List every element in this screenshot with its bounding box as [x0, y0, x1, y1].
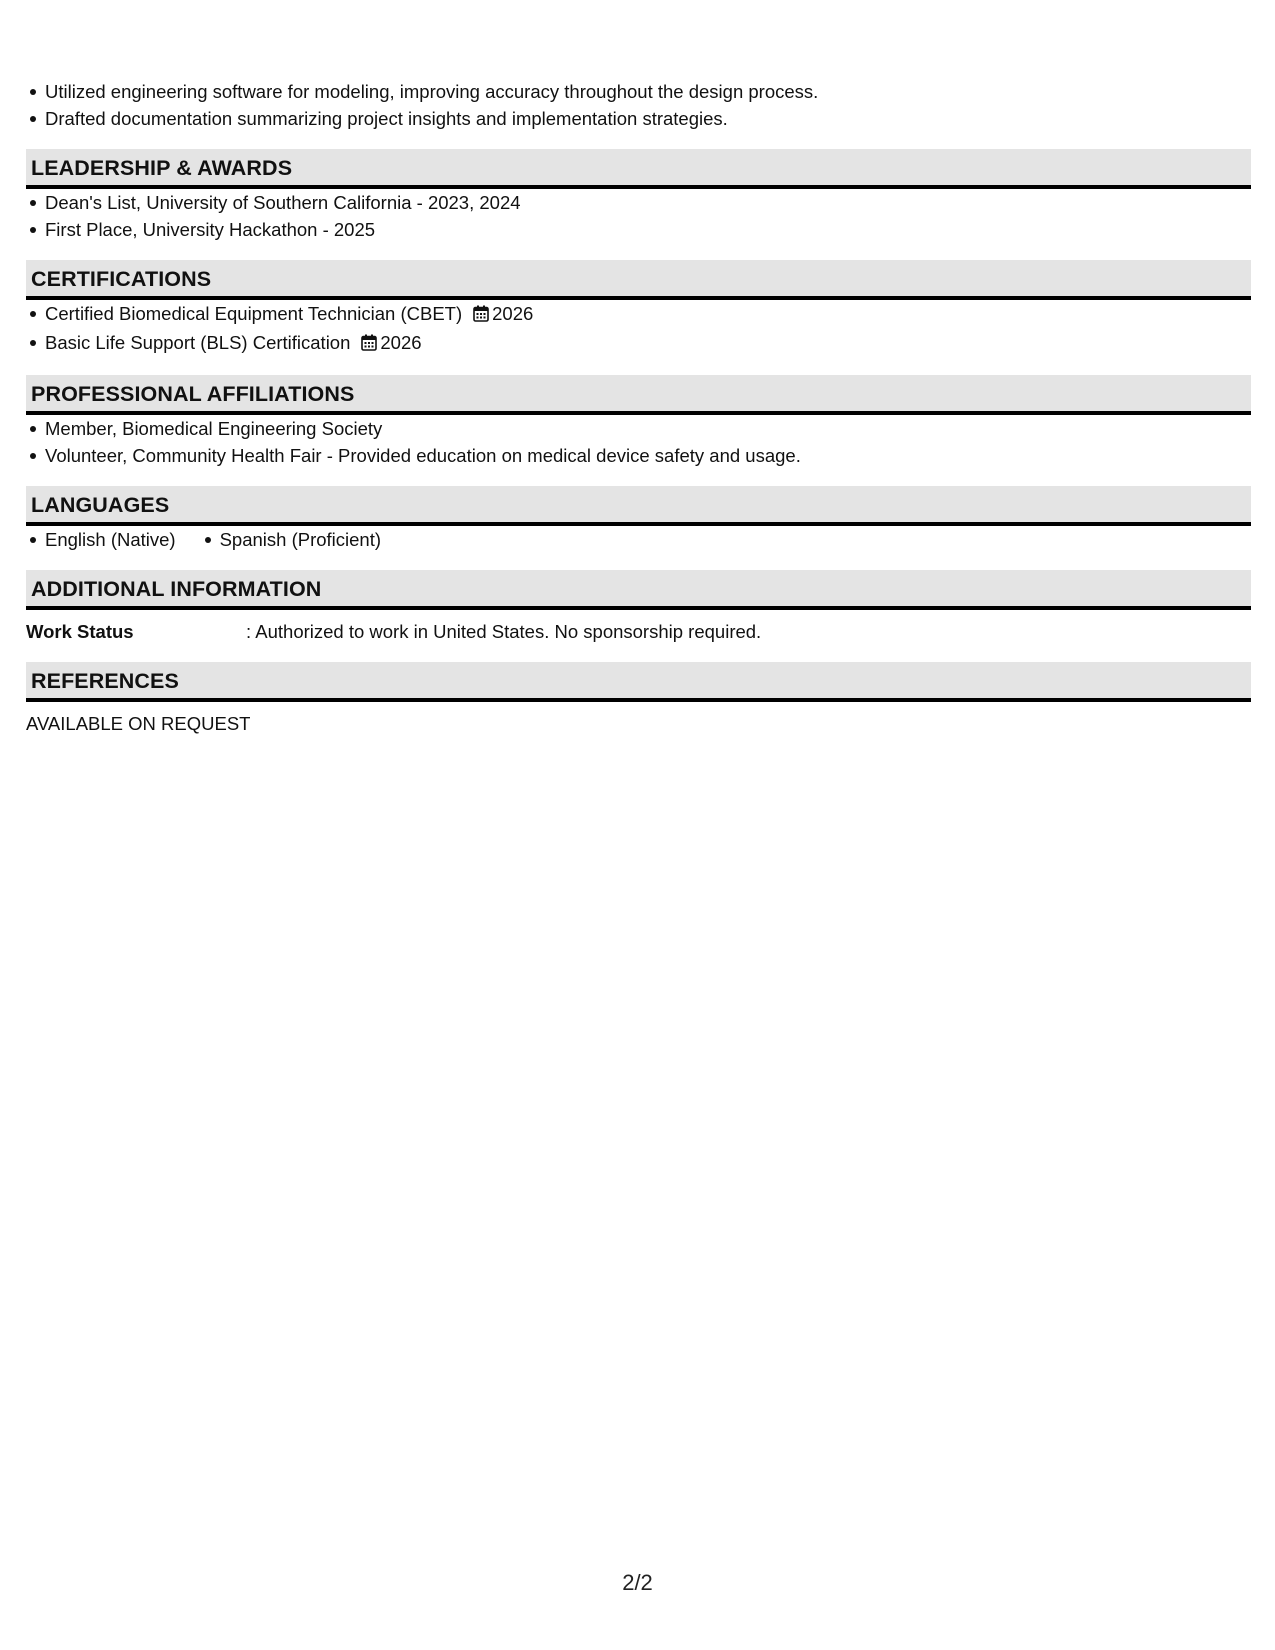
section-title-certifications: CERTIFICATIONS [31, 267, 212, 291]
certification-item [45, 300, 1251, 329]
leadership-item: First Place, University Hackathon - 2025 [45, 216, 1251, 243]
affiliation-item: Volunteer, Community Health Fair - Provided education on medical device safety and usage. [45, 442, 1251, 469]
calendar-icon [473, 302, 489, 329]
certification-item [45, 329, 1251, 358]
experience-bullet: Utilized engineering software for modeling, improving accuracy throughout the design process. [45, 78, 1251, 105]
resume-page-content [26, 78, 1251, 737]
languages-list [26, 526, 1251, 553]
calendar-icon [361, 331, 377, 358]
section-header-languages [26, 486, 1251, 526]
section-header-certifications [26, 260, 1251, 300]
section-title-references: REFERENCES [31, 669, 179, 693]
certification-year: 2026 [492, 303, 534, 324]
leadership-list [26, 189, 1251, 243]
certification-name: Basic Life Support (BLS) Certification [45, 332, 351, 353]
section-title-leadership: LEADERSHIP & AWARDS [31, 156, 293, 180]
section-header-leadership [26, 149, 1251, 189]
work-status-value: : Authorized to work in United States. No sponsorship required. [246, 621, 762, 642]
work-status-row [26, 618, 1251, 645]
work-status-label: Work Status [26, 621, 134, 642]
section-header-additional [26, 570, 1251, 610]
certification-year: 2026 [380, 332, 422, 353]
experience-bullet: Drafted documentation summarizing project insights and implementation strategies. [45, 105, 1251, 132]
affiliation-item: Member, Biomedical Engineering Society [45, 415, 1251, 442]
language-item: Spanish (Proficient) [220, 526, 381, 553]
experience-bullets [26, 78, 1251, 132]
language-item: English (Native) [45, 526, 176, 553]
section-title-additional: ADDITIONAL INFORMATION [31, 577, 322, 601]
certification-name: Certified Biomedical Equipment Technician (CBET) [45, 303, 463, 324]
leadership-item: Dean's List, University of Southern California - 2023, 2024 [45, 189, 1251, 216]
section-title-languages: LANGUAGES [31, 493, 170, 517]
page-number: 2/2 [622, 1570, 653, 1595]
section-header-references [26, 662, 1251, 702]
section-title-affiliations: PROFESSIONAL AFFILIATIONS [31, 382, 355, 406]
references-text: AVAILABLE ON REQUEST [26, 713, 251, 734]
section-header-affiliations [26, 375, 1251, 415]
certifications-list [26, 300, 1251, 358]
affiliations-list [26, 415, 1251, 469]
